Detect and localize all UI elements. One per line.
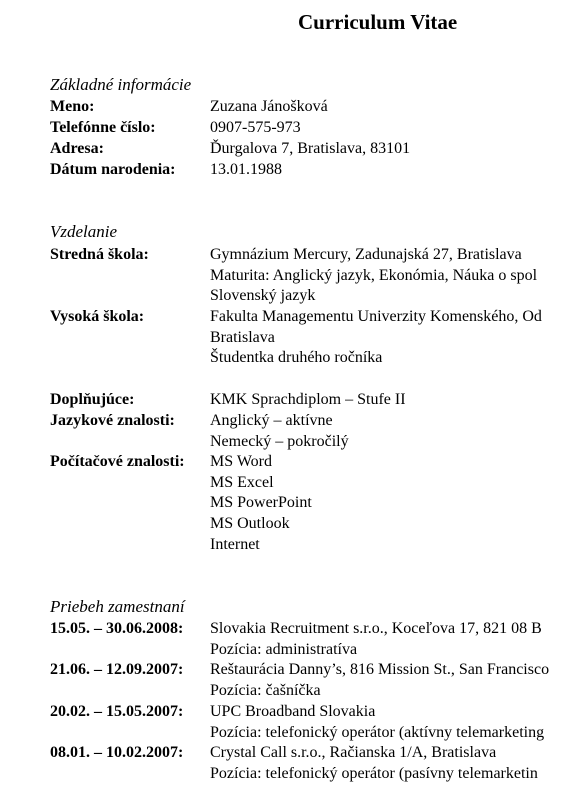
row-value: Anglický – aktívne [210, 412, 333, 429]
row-value: Gymnázium Mercury, Zadunajská 27, Bratislava [210, 246, 522, 263]
row-value: Bratislava [210, 328, 275, 346]
row-value: Fakulta Managementu Univerzity Komenského, Od [210, 308, 542, 325]
row-label: Stredná škola: [50, 246, 149, 263]
row-value: MS Word [210, 453, 272, 470]
row-value: Pozícia: administratíva [210, 640, 358, 658]
row-value: UPC Broadband Slovakia [210, 703, 376, 720]
row-label: Telefónne číslo: [50, 119, 156, 136]
row-value: Študentka druhého ročníka [210, 349, 383, 367]
skills-row-additional [50, 390, 578, 411]
row-value: Zuzana Jánošková [210, 98, 328, 115]
row-value: Ďurgalova 7, Bratislava, 83101 [210, 140, 411, 157]
section-heading-basic-info: Základné informácie [50, 75, 192, 94]
row-value: 13.01.1988 [210, 161, 282, 178]
row-label: Doplňujúce: [50, 391, 135, 408]
row-value: Reštaurácia Danny’s, 816 Mission St., San Francisco [210, 661, 550, 678]
info-row-birthdate [50, 160, 578, 181]
section-heading-education: Vzdelanie [50, 222, 118, 241]
row-label: Meno: [50, 98, 95, 115]
row-value: MS PowerPoint [210, 494, 312, 512]
row-label: Adresa: [50, 140, 104, 157]
row-label: 21.06. – 12.09.2007: [50, 661, 184, 678]
row-label: 08.01. – 10.02.2007: [50, 744, 184, 761]
row-value: Internet [210, 535, 260, 553]
row-value: KMK Sprachdiplom – Stufe II [210, 391, 406, 408]
row-value: MS Excel [210, 473, 274, 491]
education-row-university [50, 307, 578, 369]
row-value: Nemecký – pokročilý [210, 432, 349, 450]
employment-row [50, 619, 578, 660]
employment-row [50, 702, 578, 743]
row-label: 20.02. – 15.05.2007: [50, 703, 184, 720]
row-value: 0907-575-973 [210, 119, 301, 136]
section-heading-employment: Priebeh zamestnaní [50, 597, 185, 616]
skills-row-computer [50, 452, 578, 556]
document-title: Curriculum Vitae [298, 10, 458, 34]
row-label: Jazykové znalosti: [50, 412, 175, 429]
employment-row [50, 660, 578, 701]
row-label: Vysoká škola: [50, 308, 145, 325]
row-value: Maturita: Anglický jazyk, Ekonómia, Náuka o spol [210, 266, 538, 284]
row-value: Pozícia: telefonický operátor (aktívny telemarketing [210, 723, 545, 741]
info-row-address [50, 139, 578, 160]
row-value: Crystal Call s.r.o., Račianska 1/A, Bratislava [210, 744, 497, 761]
row-value: Slovakia Recruitment s.r.o., Koceľova 17, 821 08 B [210, 620, 542, 637]
row-value: MS Outlook [210, 515, 290, 533]
row-value: Pozícia: čašníčka [210, 681, 321, 699]
employment-row [50, 743, 578, 784]
row-label: 15.05. – 30.06.2008: [50, 620, 184, 637]
row-label: Dátum narodenia: [50, 161, 176, 178]
row-label: Počítačové znalosti: [50, 453, 185, 470]
info-row-phone [50, 118, 578, 139]
skills-row-languages [50, 411, 578, 452]
row-value: Pozícia: telefonický operátor (pasívny telemarketin [210, 764, 538, 782]
row-value: Slovenský jazyk [210, 287, 316, 305]
info-row-name [50, 97, 578, 118]
education-row-high-school [50, 245, 578, 307]
